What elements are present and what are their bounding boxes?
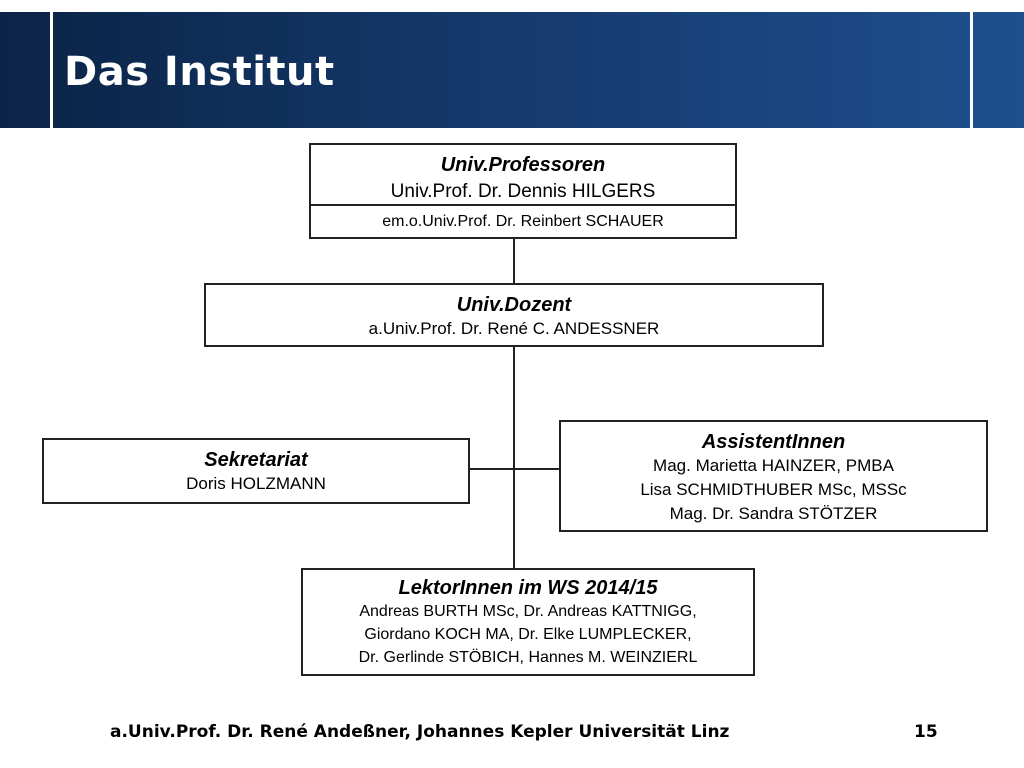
- sekretariat-heading: Sekretariat: [204, 449, 308, 471]
- assistenten-box: [559, 420, 988, 532]
- professoren-member: Univ.Prof. Dr. Dennis HILGERS: [390, 181, 656, 202]
- dozent-box: [204, 283, 824, 347]
- banner-divider-right: [970, 12, 973, 128]
- dozent-member: a.Univ.Prof. Dr. René C. ANDESSNER: [368, 319, 660, 338]
- lektoren-members-line: Dr. Gerlinde STÖBICH, Hannes M. WEINZIERL: [358, 649, 698, 666]
- professoren-divider: [311, 204, 735, 206]
- slide-title: Das Institut: [64, 49, 335, 95]
- lektoren-box: [301, 568, 755, 676]
- professoren-heading: Univ.Professoren: [440, 154, 606, 176]
- banner-divider-left: [50, 12, 53, 128]
- connector-dozent-lektoren: [513, 346, 515, 570]
- sekretariat-box: [42, 438, 470, 504]
- banner-top-strip: [0, 0, 1024, 12]
- sekretariat-member: Doris HOLZMANN: [186, 474, 326, 493]
- lektoren-members-line: Andreas BURTH MSc, Dr. Andreas KATTNIGG,: [359, 603, 697, 620]
- professoren-box: [309, 143, 737, 239]
- assistenten-member: Lisa SCHMIDTHUBER MSc, MSSc: [640, 480, 907, 499]
- professoren-emeritus: em.o.Univ.Prof. Dr. Reinbert SCHAUER: [382, 213, 664, 230]
- page-number: 15: [914, 722, 938, 742]
- assistenten-member: Mag. Marietta HAINZER, PMBA: [653, 456, 894, 475]
- lektoren-heading: LektorInnen im WS 2014/15: [398, 577, 658, 599]
- dozent-heading: Univ.Dozent: [456, 294, 572, 316]
- assistenten-member: Mag. Dr. Sandra STÖTZER: [669, 504, 878, 523]
- title-banner: [0, 0, 1024, 128]
- lektoren-members-line: Giordano KOCH MA, Dr. Elke LUMPLECKER,: [364, 626, 692, 643]
- connector-sekretariat-assistenten: [468, 468, 561, 470]
- footer-author: a.Univ.Prof. Dr. René Andeßner, Johannes Kepler Universität Linz: [110, 722, 730, 742]
- connector-prof-dozent: [513, 237, 515, 285]
- assistenten-heading: AssistentInnen: [701, 431, 846, 453]
